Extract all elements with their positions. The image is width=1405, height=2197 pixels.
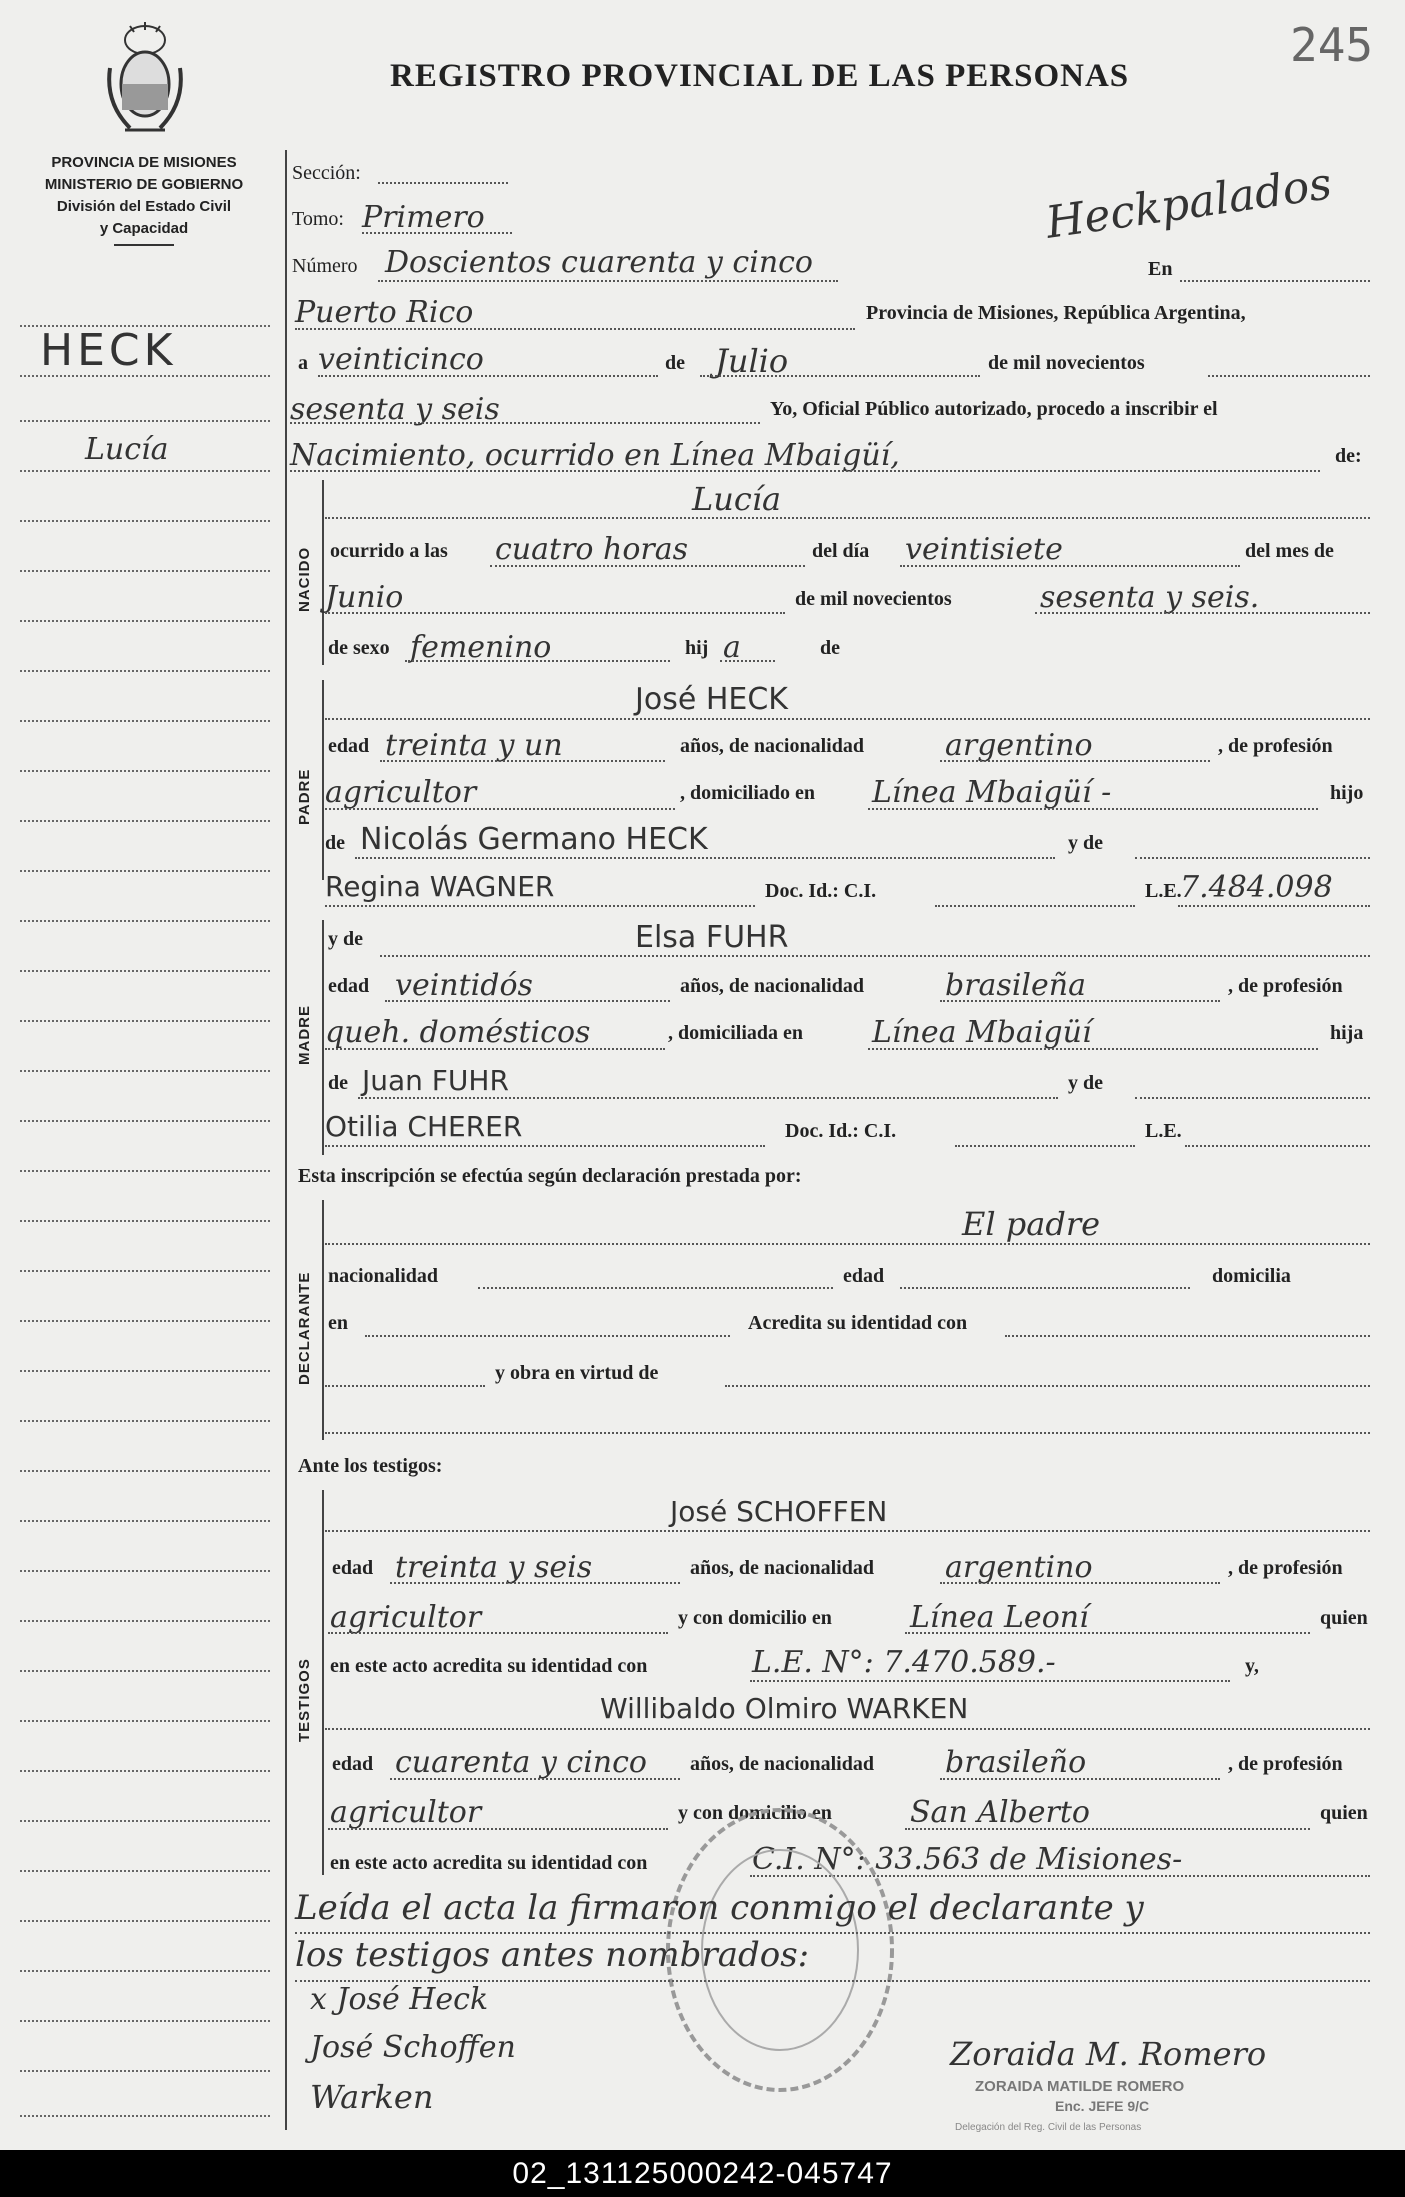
nacido-de-label: de [820, 637, 840, 659]
mother-nationality: brasileña [945, 968, 1086, 1003]
w2-edad-label: edad [332, 1753, 374, 1775]
division-line2: y Capacidad [99, 220, 189, 237]
mother-profession: queh. domésticos [325, 1015, 591, 1050]
nacido-bracket [322, 480, 324, 665]
child-name: Lucía [692, 480, 782, 518]
padre-y-de-label: y de [1068, 832, 1103, 854]
witness1-domicile: Línea Leoní [910, 1600, 1089, 1635]
decl-obra-label: y obra en virtud de [495, 1362, 659, 1384]
en-label: En [1148, 258, 1173, 280]
testigos-section-label: TESTIGOS [296, 1658, 313, 1742]
father-profession: agricultor [325, 775, 477, 810]
closing-line2: los testigos antes nombrados: [295, 1935, 810, 1975]
padre-bracket [322, 680, 324, 880]
month-value: Julio [715, 342, 789, 380]
padre-doc-label: Doc. Id.: C.I. [765, 880, 877, 902]
decl-en-label: en [328, 1312, 348, 1334]
seccion-label: Sección: [292, 162, 361, 184]
place-value: Puerto Rico [295, 295, 474, 330]
madre-le-label: L.E. [1145, 1120, 1182, 1142]
madre-profesion-label: , de profesión [1228, 975, 1343, 997]
padre-domiciliado-label: , domiciliado en [680, 782, 816, 804]
divider [114, 244, 174, 246]
birth-mil-label: de mil novecientos [795, 588, 952, 610]
paternal-grandmother: Regina WAGNER [325, 870, 555, 903]
maternal-grandmother: Otilia CHERER [325, 1110, 523, 1143]
birth-day: veintisiete [905, 532, 1063, 567]
w2-quien-label: quien [1320, 1802, 1368, 1824]
birth-hour: cuatro horas [495, 532, 689, 567]
padre-le-label: L.E. [1145, 880, 1182, 902]
signature-witness2: Warken [310, 2078, 434, 2116]
declarante-intro: Esta inscripción se efectúa según declaración prestada por: [298, 1165, 802, 1187]
witness1-age: treinta y seis [395, 1550, 593, 1585]
mother-domicile: Línea Mbaigüí [872, 1015, 1092, 1050]
w1-edad-label: edad [332, 1557, 374, 1579]
division-line1: División del Estado Civil [56, 198, 232, 215]
padre-section-label: PADRE [296, 768, 313, 825]
numero-label: Número [292, 255, 358, 277]
witness2-nationality: brasileño [945, 1745, 1087, 1780]
tomo-value: Primero [362, 200, 485, 235]
del-dia-label: del día [812, 540, 870, 562]
father-name: José HECK [635, 682, 788, 717]
hij-label: hij [685, 637, 709, 659]
witness1-nationality: argentino [945, 1550, 1093, 1585]
margin-separator [285, 150, 287, 2130]
mother-age: veintidós [395, 968, 533, 1003]
official-stamp-office: Delegación del Reg. Civil de las Personas [955, 2122, 1142, 2133]
signature-witness1: José Schoffen [310, 2030, 516, 2065]
padre-de-label: de [325, 832, 345, 854]
witness2-id: C.I. N°: 33.563 de Misiones- [752, 1842, 1183, 1877]
maternal-grandfather: Juan FUHR [362, 1064, 509, 1097]
yo-text: Yo, Oficial Público autorizado, procedo a inscribir el [770, 398, 1218, 420]
madre-y-de2-label: y de [1068, 1072, 1103, 1094]
ocurrido-label: ocurrido a las [330, 540, 448, 562]
paternal-grandfather: Nicolás Germano HECK [360, 822, 708, 857]
decl-edad-label: edad [843, 1265, 885, 1287]
birth-sex: femenino [410, 630, 552, 665]
w1-profesion-label: , de profesión [1228, 1557, 1343, 1579]
mother-name: Elsa FUHR [635, 920, 789, 955]
province-name: PROVINCIA DE MISIONES [51, 154, 237, 171]
madre-anos-label: años, de nacionalidad [680, 975, 864, 997]
decl-nacionalidad-label: nacionalidad [328, 1265, 439, 1287]
madre-hija-label: hija [1330, 1022, 1364, 1044]
issuer-block [24, 152, 264, 246]
margin-annotation: Heckpalados [1042, 158, 1335, 249]
witness1-id: L.E. N°: 7.470.589.- [752, 1645, 1056, 1680]
madre-section-label: MADRE [296, 1005, 313, 1065]
father-domicile: Línea Mbaigüí - [872, 775, 1112, 810]
del-mes-label: del mes de [1245, 540, 1334, 562]
declarant-name: El padre [962, 1205, 1101, 1243]
declarante-section-label: DECLARANTE [296, 1271, 313, 1385]
birth-month: Junio [325, 580, 404, 615]
official-stamp-name: ZORAIDA MATILDE ROMERO [975, 2078, 1185, 2095]
provincia-text: Provincia de Misiones, República Argentina, [866, 302, 1246, 324]
madre-edad-label: edad [328, 975, 370, 997]
padre-hijo-label: hijo [1330, 782, 1364, 804]
ministry-name: MINISTERIO DE GOBIERNO [44, 176, 244, 193]
w2-domicilio-label: y con domicilio en [678, 1802, 832, 1824]
padre-edad-label: edad [328, 735, 370, 757]
hij-suffix: a [723, 630, 741, 665]
madre-y-de-label: y de [328, 928, 363, 950]
margin-surname: HECK [40, 325, 177, 376]
sexo-label: de sexo [328, 637, 390, 659]
padre-le-value: 7.484.098 [1180, 870, 1333, 905]
w1-domicilio-label: y con domicilio en [678, 1607, 832, 1629]
de-label: de [665, 352, 685, 374]
mil-label: de mil novecientos [988, 352, 1145, 374]
tomo-label: Tomo: [292, 208, 344, 230]
w1-quien-label: quien [1320, 1607, 1368, 1629]
witness2-age: cuarenta y cinco [395, 1745, 647, 1780]
padre-profesion-label: , de profesión [1218, 735, 1333, 757]
w1-anos-label: años, de nacionalidad [690, 1557, 874, 1579]
w2-anos-label: años, de nacionalidad [690, 1753, 874, 1775]
nacido-section-label: NACIDO [296, 546, 313, 612]
decl-acredita-label: Acredita su identidad con [748, 1312, 968, 1334]
official-signature: Zoraida M. Romero [950, 2035, 1267, 2073]
signature-father: x José Heck [310, 1982, 489, 2017]
testigos-bracket [322, 1490, 324, 1875]
page-number: 245 [1290, 18, 1374, 72]
madre-de-label: de [328, 1072, 348, 1094]
witness1-name: José SCHOFFEN [670, 1495, 888, 1528]
madre-domiciliada-label: , domiciliada en [668, 1022, 804, 1044]
w1-acredita-label: en este acto acredita su identidad con [330, 1655, 648, 1677]
father-nationality: argentino [945, 728, 1093, 763]
padre-anos-label: años, de nacionalidad [680, 735, 864, 757]
madre-doc-label: Doc. Id.: C.I. [785, 1120, 897, 1142]
witness1-profession: agricultor [330, 1600, 482, 1635]
witness2-profession: agricultor [330, 1795, 482, 1830]
coat-of-arms-icon [100, 18, 190, 136]
document-code-footer: 02_131125000242-045747 [0, 2150, 1405, 2197]
page-title: REGISTRO PROVINCIAL DE LAS PERSONAS [390, 58, 1130, 94]
madre-bracket [322, 920, 324, 1155]
day-value: veinticinco [318, 342, 484, 377]
official-stamp-title: Enc. JEFE 9/C [1055, 2098, 1150, 2114]
decl-domicilia-label: domicilia [1212, 1265, 1291, 1287]
w2-profesion-label: , de profesión [1228, 1753, 1343, 1775]
year-value: sesenta y seis [290, 392, 500, 427]
margin-given-name: Lucía [85, 432, 169, 467]
testigos-intro: Ante los testigos: [298, 1455, 443, 1477]
witness2-name: Willibaldo Olmiro WARKEN [600, 1692, 969, 1725]
act-value: Nacimiento, ocurrido en Línea Mbaigüí, [290, 438, 900, 473]
w2-acredita-label: en este acto acredita su identidad con [330, 1852, 648, 1874]
birth-year: sesenta y seis. [1040, 580, 1260, 615]
w1-y-label: y, [1245, 1655, 1259, 1677]
father-age: treinta y un [385, 728, 563, 763]
de-colon-label: de: [1335, 445, 1362, 467]
a-label: a [298, 352, 308, 374]
witness2-domicile: San Alberto [910, 1795, 1090, 1830]
closing-line1: Leída el acta la firmaron conmigo el declarante y [295, 1888, 1144, 1928]
numero-value: Doscientos cuarenta y cinco [385, 245, 813, 280]
declarante-bracket [322, 1200, 324, 1440]
